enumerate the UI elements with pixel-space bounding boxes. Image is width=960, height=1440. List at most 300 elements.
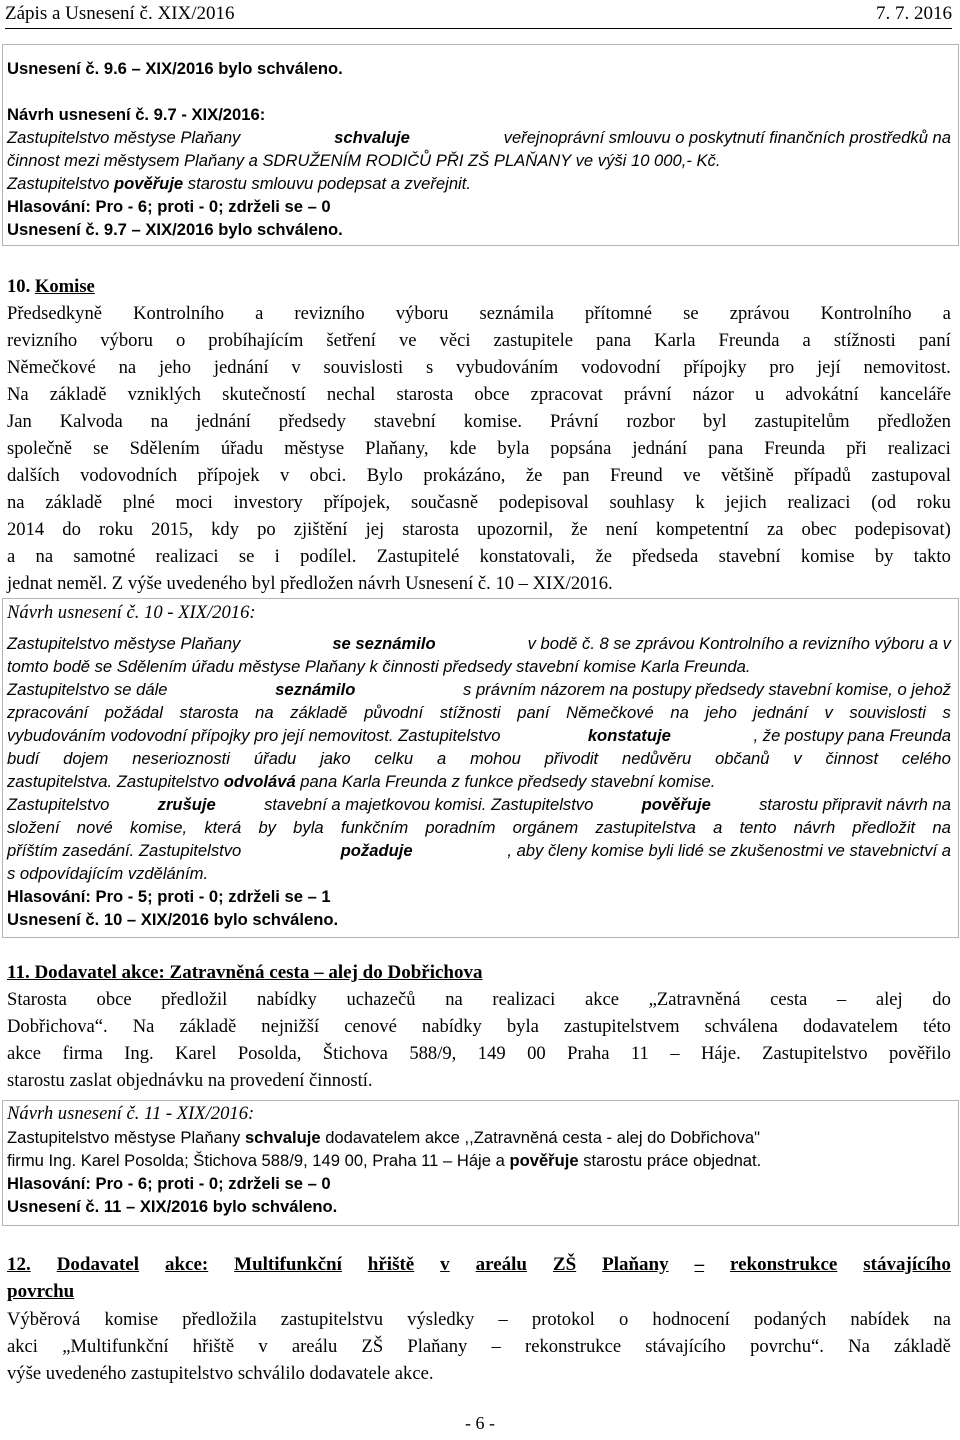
resolution-10-content (7, 632, 951, 931)
word: byla (293, 818, 324, 837)
section-12-heading (7, 1251, 951, 1305)
word: úřadu (253, 749, 297, 768)
text (7, 1040, 951, 1067)
word: kompetentní (655, 519, 749, 540)
resolution-11-line (7, 1126, 951, 1149)
word: podepisoval (498, 492, 589, 513)
word: zjištění (293, 519, 348, 540)
resolution-10-line: s odpovídajícím vzděláním. (7, 864, 209, 883)
word: komise (104, 1309, 159, 1330)
word: neserioznosti (132, 749, 230, 768)
word: na (255, 703, 274, 722)
word: areálu (291, 1336, 338, 1357)
word: Plaňany (407, 1336, 468, 1357)
word: seznámila (479, 303, 554, 324)
word: stížnosti (833, 330, 896, 351)
word: Němečkové (7, 357, 96, 378)
text (7, 816, 951, 839)
word: Kontrolního (133, 303, 224, 324)
word: právní (623, 384, 672, 405)
keyword-poveruje: pověřuje (509, 1151, 579, 1170)
word: v (279, 465, 290, 486)
word: starosta (396, 384, 454, 405)
word: zpracování (7, 703, 89, 722)
word: revizního (7, 330, 78, 351)
word: jeho (705, 703, 737, 722)
word: výsledky (407, 1309, 475, 1330)
word: že (525, 465, 543, 486)
word: investory (233, 492, 303, 513)
word: předložen (877, 411, 951, 432)
text: příštím zasedání. Zastupitelstvo (7, 841, 246, 860)
word: případů (794, 465, 851, 486)
word: byla (497, 438, 530, 459)
word: upozornil, (477, 519, 554, 540)
word: přítomné (584, 303, 653, 324)
resolution-10-line: tomto bodě se Sdělením úřadu městyse Plaňany k činnosti předsedy stavební komise Karla Freunda. (7, 657, 751, 676)
word: úřadu (220, 438, 264, 459)
text: Zastupitelstvo městyse Plaňany (7, 128, 241, 147)
section-title: 11. Dodavatel akce: Zatravněná cesta – alej do Dobřichova (7, 962, 483, 983)
word: nejnižší (261, 1016, 320, 1037)
resolution-9-6-result: Usnesení č. 9.6 – XIX/2016 bylo schváleno. (7, 59, 343, 78)
word: realizaci (492, 989, 556, 1010)
word: není (605, 519, 638, 540)
word: obci. (309, 465, 347, 486)
word: Praha (567, 1043, 610, 1064)
word: a (437, 749, 447, 768)
word: plné (122, 492, 155, 513)
word: Jan (7, 411, 32, 432)
section-10-line (7, 354, 951, 381)
word: základě (45, 492, 103, 513)
word: by (874, 546, 894, 567)
word: názor (692, 384, 734, 405)
page-header (5, 0, 952, 32)
keyword-poveruje: pověřuje (114, 174, 184, 193)
word: základě (290, 703, 348, 722)
word: Na (7, 384, 29, 405)
word: a (942, 303, 951, 324)
word: samotné (73, 546, 136, 567)
word: Plaňany, (365, 438, 429, 459)
word: zastupoval (871, 465, 951, 486)
word: vybudováním (456, 357, 559, 378)
vote-10: Hlasování: Pro - 5; proti - 0; zdrželi se – 1 (7, 887, 331, 906)
word: rekonstrukce (730, 1254, 838, 1275)
word: stavební (373, 411, 436, 432)
text: firmu Ing. Karel Posolda; Štichova 588/9, 149 00, Praha 11 – Háje a (7, 1151, 510, 1170)
word: v (824, 703, 833, 722)
word: – (836, 989, 847, 1010)
section-10-heading (7, 273, 951, 300)
text: Zastupitelstvo (7, 174, 110, 193)
section-10 (7, 273, 951, 597)
word: 00 (527, 1043, 546, 1064)
word: Kontrolního (820, 303, 912, 324)
word: nabídky (256, 989, 317, 1010)
word: akce (584, 989, 620, 1010)
keyword-poveruje: pověřuje (641, 795, 711, 814)
text: starostu připravit návrh na (754, 795, 951, 814)
word: hřiště (367, 1254, 415, 1275)
word: této (923, 1016, 951, 1037)
word: výboru (395, 303, 449, 324)
section-10-line: jednat neměl. Z výše uvedeného byl předložen návrh Usnesení č. 10 – XIX/2016. (7, 573, 613, 594)
word: vzniklých (127, 384, 201, 405)
header-date: 7. 7. 2016 (876, 3, 952, 24)
word: jej (365, 519, 385, 540)
proposal-10-title: Návrh usnesení č. 10 - XIX/2016: (7, 602, 256, 623)
word: stavební (718, 546, 781, 567)
word: její (816, 357, 841, 378)
word: většině (721, 465, 774, 486)
text (7, 408, 951, 435)
word: konstatovali, (479, 546, 576, 567)
word: schválena (704, 1016, 778, 1037)
word: roku (916, 492, 951, 513)
word: stávajícího (645, 1336, 726, 1357)
word: dodavatelem (802, 1016, 898, 1037)
text (7, 516, 951, 543)
word: 11 (630, 1043, 649, 1064)
word: obce (474, 384, 510, 405)
word: a (802, 330, 811, 351)
word: starosta (402, 519, 460, 540)
word: na (118, 357, 137, 378)
keyword-schvaluje: schvaluje (244, 1128, 321, 1147)
word: – (491, 1336, 501, 1357)
section-11-line (7, 986, 951, 1013)
word: v (258, 1336, 268, 1357)
word: předložila (182, 1309, 257, 1330)
word: a (255, 303, 264, 324)
section-number: 10. (7, 276, 31, 297)
word: nechal (326, 384, 376, 405)
word: (od (871, 492, 896, 513)
text: Zastupitelstvo se dále (7, 680, 173, 699)
word: ZŠ (552, 1254, 577, 1275)
word: – (694, 1254, 705, 1275)
text (7, 1013, 951, 1040)
word: zpracovat (530, 384, 603, 405)
word: k (695, 492, 705, 513)
resolution-10-line (7, 793, 951, 816)
word: Karla (654, 330, 696, 351)
word: kanceláře (879, 384, 951, 405)
word: zastupitelstvu (280, 1309, 384, 1330)
word: skutečností (222, 384, 306, 405)
word: s (425, 357, 434, 378)
word: složení (7, 818, 60, 837)
section-11-body (7, 986, 951, 1094)
word: kdy (211, 519, 239, 540)
word: Karel (175, 1043, 217, 1064)
keyword-schvaluje: schvaluje (334, 128, 410, 147)
word: zastupitelstvem (563, 1016, 680, 1037)
word: Kalvoda (59, 411, 123, 432)
word: 12. (7, 1254, 31, 1275)
word: věci (439, 330, 471, 351)
word: akci (7, 1336, 38, 1357)
word: by (258, 818, 276, 837)
section-12-title-line-2 (7, 1278, 951, 1305)
word: rekonstrukce (525, 1336, 622, 1357)
word: přípojek (197, 465, 260, 486)
word: roku (98, 519, 134, 540)
word: základě (49, 384, 107, 405)
proposal-9-7-line-3 (7, 172, 951, 195)
word: nabídek (850, 1309, 910, 1330)
word: starosta (179, 703, 239, 722)
keyword-se-seznamilo: se seznámilo (332, 634, 436, 653)
keyword-zrusuje: zrušuje (157, 795, 216, 814)
word: Freunda (764, 438, 826, 459)
word: byl (702, 411, 727, 432)
word: se (238, 546, 255, 567)
word: stávajícího (863, 1254, 951, 1275)
word: v (440, 1254, 450, 1275)
word: Ing. (124, 1043, 154, 1064)
word: do (62, 519, 81, 540)
proposal-9-7-line-2: činnost mezi městysem Plaňany a SDRUŽENÍM RODIČŮ PŘI ZŠ PLAŇANY ve výši 10 000,- Kč. (7, 151, 721, 170)
word: zastupitele (493, 330, 574, 351)
word: Posolda, (237, 1043, 302, 1064)
section-10-line (7, 327, 951, 354)
word: uchazečů (346, 989, 416, 1010)
word: Multifunkční (234, 1254, 342, 1275)
text (7, 701, 951, 724)
text: s právním názorem na postupy předsedy stavební komise, o jehož (458, 680, 951, 699)
page-number: - 6 - (465, 1413, 495, 1433)
word: výboru (100, 330, 153, 351)
word: „Zatravněná (648, 989, 741, 1010)
resolution-10-line (7, 701, 951, 724)
word: vodovodní (581, 357, 661, 378)
word: tento (739, 818, 777, 837)
word: při (846, 438, 867, 459)
section-title-cont: povrchu (7, 1281, 75, 1302)
section-12-body (7, 1306, 951, 1387)
word: zastupitelům (754, 411, 850, 432)
word: činnost (825, 749, 879, 768)
word: Němečkové (566, 703, 654, 722)
word: advokátní (785, 384, 859, 405)
word: a (713, 818, 723, 837)
text: Zastupitelstvo městyse Plaňany (7, 1128, 245, 1147)
word: obec (801, 519, 837, 540)
word: Freund (610, 465, 663, 486)
section-10-line (7, 381, 951, 408)
section-10-line (7, 435, 951, 462)
word: o (175, 330, 186, 351)
text: dodavatelem akce ,,Zatravněná cesta - alej do Dobřichova" (320, 1128, 761, 1147)
word: popsána (550, 438, 612, 459)
text (7, 489, 951, 516)
word: jeho (159, 357, 192, 378)
text: stavební a majetkovou komisi. Zastupitelstvo (259, 795, 598, 814)
word: s (942, 703, 951, 722)
text: Zastupitelstvo (7, 795, 114, 814)
word: prokázáno, (423, 465, 506, 486)
word: celého (901, 749, 951, 768)
text (7, 543, 951, 570)
vote-9-7: Hlasování: Pro - 6; proti - 0; zdrželi se – 0 (7, 197, 331, 216)
proposal-9-7-title: Návrh usnesení č. 9.7 - XIX/2016: (7, 105, 266, 124)
word: občanů (715, 749, 770, 768)
word: na (7, 492, 25, 513)
word: nemovitost. (863, 357, 951, 378)
word: pana (708, 438, 744, 459)
resolution-10-line (7, 724, 951, 747)
word: hodnocení (652, 1309, 730, 1330)
resolution-10-line (7, 747, 951, 770)
word: Zastupitelé (376, 546, 460, 567)
text (7, 462, 951, 489)
vote-11: Hlasování: Pro - 6; proti - 0; zdrželi se – 0 (7, 1174, 331, 1193)
word: povrchu“. (750, 1336, 824, 1357)
resolution-11-line (7, 1149, 951, 1172)
text: Zastupitelstvo městyse Plaňany (7, 634, 245, 653)
word: Freunda (718, 330, 780, 351)
text: starostu práce objednat. (578, 1151, 762, 1170)
word: předsedy (278, 411, 346, 432)
word: akce: (164, 1254, 209, 1275)
word: že (595, 546, 612, 567)
word: Plaňany (602, 1254, 669, 1275)
word: rozbor (626, 411, 676, 432)
word: „Multifunkční (62, 1336, 169, 1357)
proposal-11-title: Návrh usnesení č. 11 - XIX/2016: (7, 1103, 255, 1124)
resolution-10-line (7, 678, 951, 701)
word: zprávou (729, 303, 790, 324)
word: funkčním (340, 818, 409, 837)
word: pan (562, 465, 590, 486)
word: a (7, 546, 16, 567)
word: jednání (213, 357, 269, 378)
section-11-line (7, 1040, 951, 1067)
word: komise. (463, 411, 523, 432)
word: Dodavatel (56, 1254, 140, 1275)
word: na (933, 1309, 951, 1330)
section-10-line (7, 408, 951, 435)
word: základě (894, 1336, 951, 1357)
word: pana (596, 330, 632, 351)
word: kde (449, 438, 477, 459)
spacer (7, 80, 951, 103)
word: obce (96, 989, 132, 1010)
section-11-line: starostu zaslat objednávku na provedení činností. (7, 1070, 373, 1091)
resolution-11-content (7, 1126, 951, 1218)
word: dalších (7, 465, 60, 486)
word: nové (76, 818, 113, 837)
word: v (291, 357, 301, 378)
word: zastupitelstva (595, 818, 696, 837)
text: zastupitelstva. Zastupitelstvo (7, 772, 224, 791)
text (7, 435, 951, 462)
word: návrh (793, 818, 836, 837)
word: souvislosti (849, 703, 926, 722)
word: realizaci (887, 438, 951, 459)
word: Zastupitelstvo (762, 1043, 868, 1064)
word: celku (374, 749, 414, 768)
word: pověřilo (888, 1043, 951, 1064)
resolution-10-line (7, 839, 951, 862)
word: o (618, 1309, 629, 1330)
keyword-pozaduje: požaduje (340, 841, 413, 860)
word: nabídky (421, 1016, 482, 1037)
text: vybudováním vodovodní přípojky pro její nemovitost. Zastupitelstvo (7, 726, 506, 745)
word: vodovodních (80, 465, 178, 486)
word: stížnosti (439, 703, 501, 722)
word: předseda (632, 546, 699, 567)
section-12-line (7, 1333, 951, 1360)
word: jednání (632, 438, 688, 459)
word: dojem (63, 749, 109, 768)
word: městyse (284, 438, 345, 459)
section-10-line (7, 462, 951, 489)
text (7, 1306, 951, 1333)
word: požádal (104, 703, 163, 722)
word: areálu (475, 1254, 527, 1275)
word: předložit (852, 818, 916, 837)
word: 2014 (7, 519, 45, 540)
word: probíhajícím (208, 330, 304, 351)
text (7, 747, 951, 770)
resolution-10-line (7, 632, 951, 655)
word: za (766, 519, 784, 540)
resolution-9-7-result: Usnesení č. 9.7 – XIX/2016 bylo schváleno. (7, 220, 343, 239)
word: jednání (196, 411, 251, 432)
word: realizaci (787, 492, 851, 513)
word: jako (320, 749, 351, 768)
text: , že postupy pana Freunda (753, 726, 951, 745)
section-12-line: výše uvedeného zastupitelstvo schválilo dodavatele akce. (7, 1363, 434, 1384)
word: protokol (531, 1309, 595, 1330)
word: na (35, 546, 54, 567)
text: veřejnoprávní smlouvu o poskytnutí finančních prostředků na (503, 128, 951, 147)
keyword-konstatuje: konstatuje (587, 726, 671, 745)
word: komise, (129, 818, 188, 837)
word: poradním (425, 818, 496, 837)
word: Předsedkyně (7, 303, 103, 324)
section-title: Komise (34, 276, 95, 297)
word: na (150, 411, 169, 432)
word: ve (398, 330, 417, 351)
word: realizaci (155, 546, 219, 567)
word: 588/9, (409, 1043, 457, 1064)
word: souhlasy (609, 492, 675, 513)
resolution-11-result: Usnesení č. 11 – XIX/2016 bylo schváleno. (7, 1197, 338, 1216)
word: hřiště (192, 1336, 235, 1357)
word: podaných (753, 1309, 827, 1330)
word: Na (848, 1336, 870, 1357)
word: komise (800, 546, 855, 567)
word: na (670, 703, 689, 722)
word: původní (364, 703, 424, 722)
word: Na (132, 1016, 155, 1037)
keyword-odvolava: odvolává (223, 772, 296, 791)
section-10-line (7, 543, 951, 570)
text (7, 354, 951, 381)
word: Výběrová (7, 1309, 81, 1330)
section-10-line (7, 300, 951, 327)
word: přivodit (544, 749, 599, 768)
word: podílel. (300, 546, 357, 567)
word: přípojky (683, 357, 747, 378)
word: mohou (470, 749, 521, 768)
section-11-line (7, 1013, 951, 1040)
